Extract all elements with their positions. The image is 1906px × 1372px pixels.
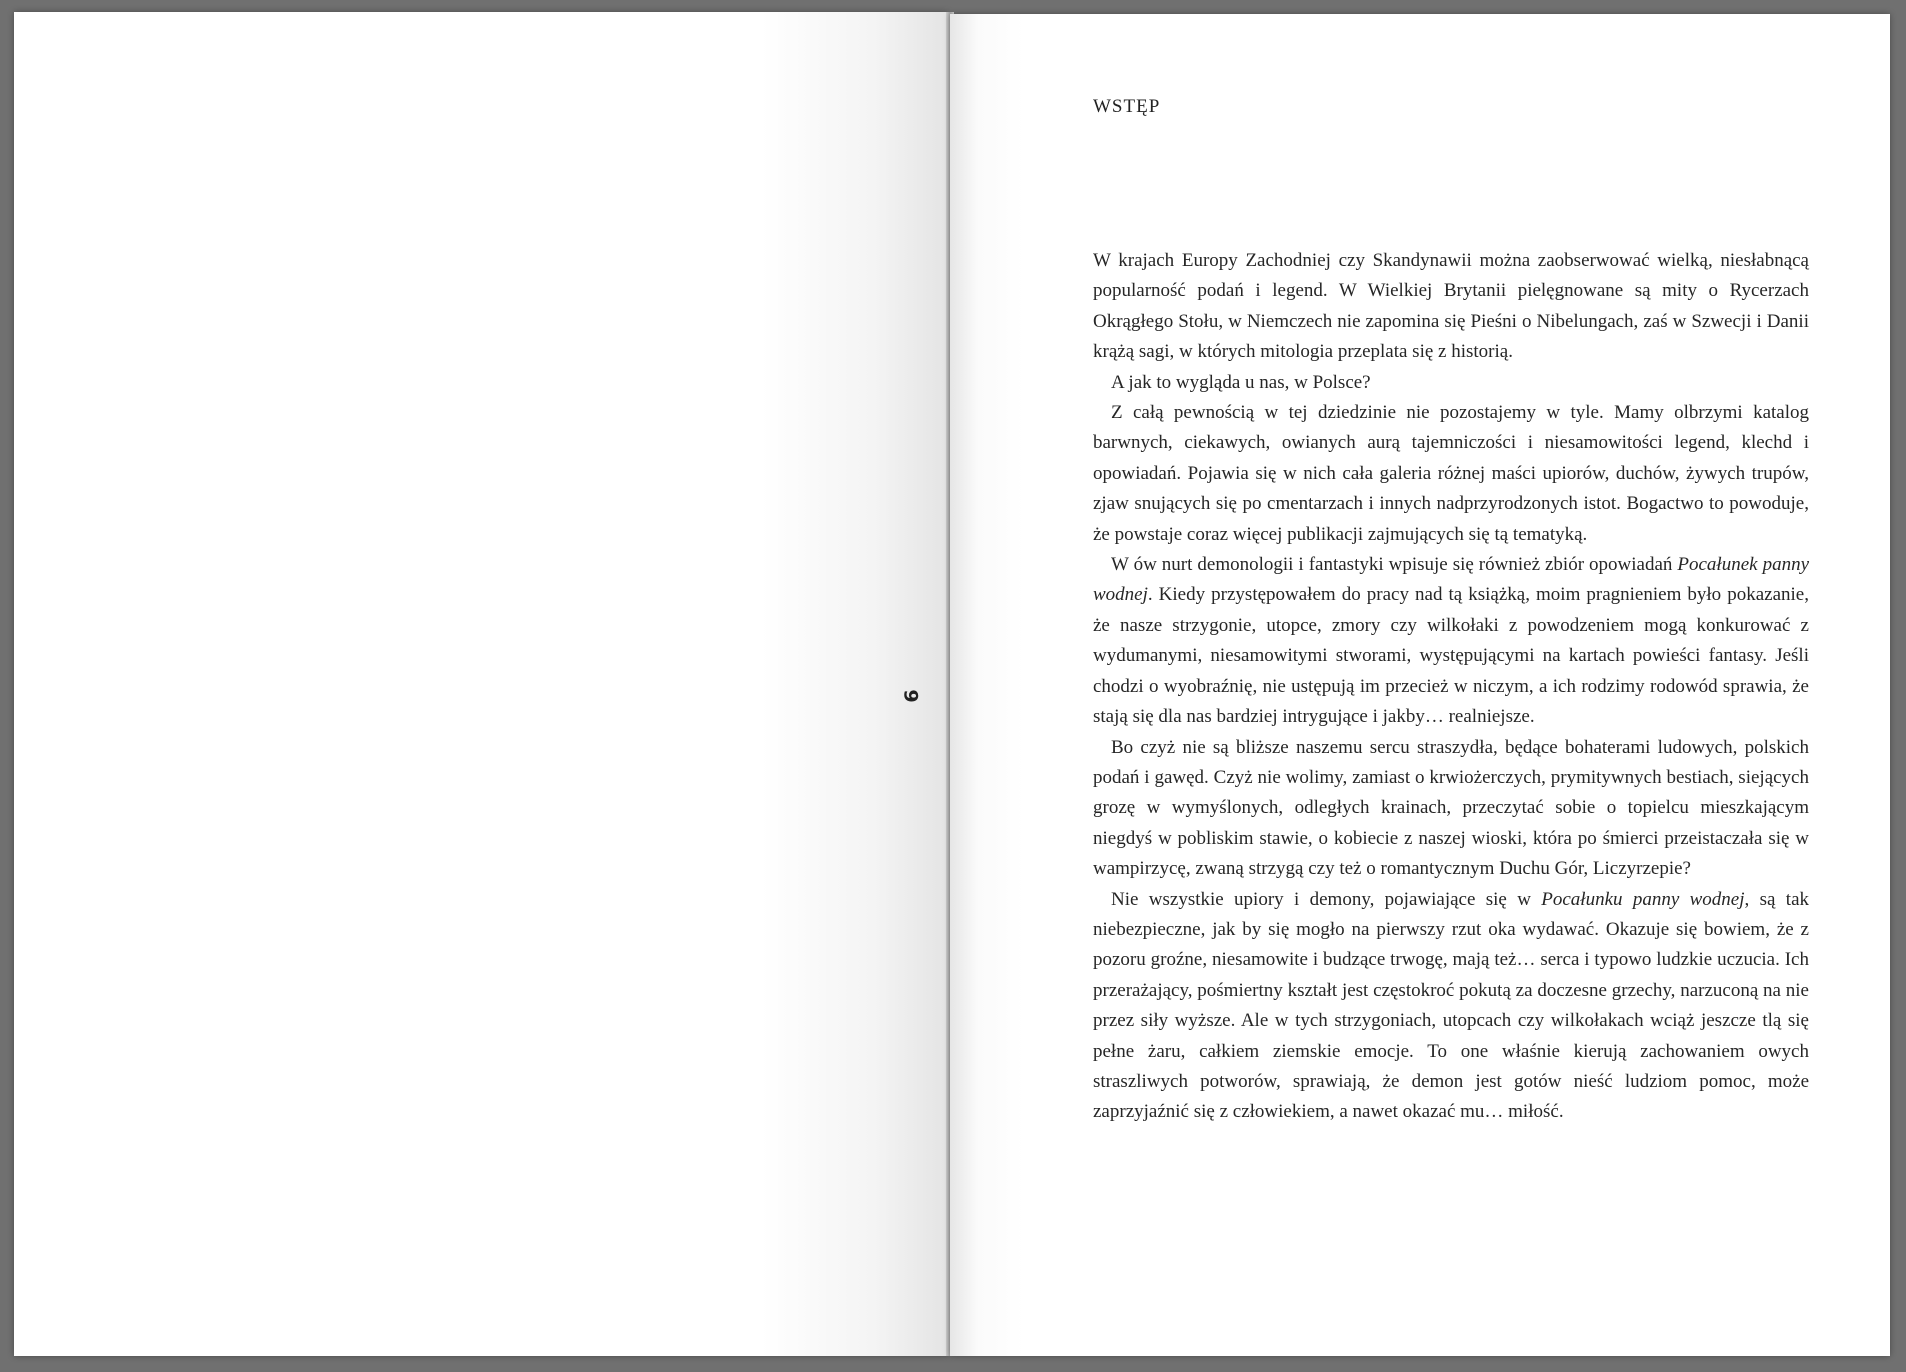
left-page bbox=[14, 12, 948, 1356]
chapter-title: WSTĘP bbox=[1093, 96, 1161, 117]
page-number: 6 bbox=[901, 689, 923, 703]
paragraph: W ów nurt demonologii i fantastyki wpisuje się również zbiór opowiadań Pocałunek panny wodnej. Kiedy przystępowałem do pracy nad tą książką, moim pragnieniem było pokazanie, że nasze strzygonie, utopce, zmory czy wilkołaki z powodzeniem mogą konkurować z wydumanymi, niesamowitymi stworami, występującymi na kartach powieści fantasy. Jeśli chodzi o wyobraźnię, nie ustępują im przecież w niczym, a ich rodzimy rodowód sprawia, że stają się dla nas bardziej intrygujące i jakby… realniejsze. bbox=[1093, 554, 1809, 728]
paragraph: Z całą pewnością w tej dziedzinie nie pozostajemy w tyle. Mamy olbrzymi katalog barwnych, ciekawych, owianych aurą tajemniczości i niesamowitości legend, klechd i opowiadań. Pojawia się w nich cała galeria różnej maści upiorów, duchów, żywych trupów, zjaw snujących się po cmentarzach i innych nadprzyrodzonych istot. Bogactwo to powoduje, że powstaje coraz więcej publikacji zajmujących się tą tematyką. bbox=[1093, 402, 1809, 545]
paragraph: Bo czyż nie są bliższe naszemu sercu straszydła, będące bohaterami ludowych, polskich podań i gawęd. Czyż nie wolimy, zamiast o krwiożerczych, prymitywnych bestiach, siejących grozę w wymyślonych, odległych krainach, przeczytać sobie o topielcu mieszkającym niegdyś w pobliskim stawie, o kobiecie z naszej wioski, która po śmierci przeistaczała się w wampirzycę, zwaną strzygą czy też o romantycznym Duchu Gór, Liczyrzepie? bbox=[1093, 736, 1809, 880]
book-title-italic: Pocałunku panny wodnej bbox=[1541, 888, 1745, 910]
paragraph: W krajach Europy Zachodniej czy Skandynawii można zaobserwować wielką, niesłabnącą popularność podań i legend. W Wielkiej Brytanii pielęgnowane są mity o Rycerzach Okrągłego Stołu, w Niemczech nie zapomina się Pieśni o Nibelungach, zaś w Szwecji i Danii krążą sagi, w których mitologia przeplata się z historią. bbox=[1093, 250, 1809, 363]
paragraph: A jak to wygląda u nas, w Polsce? bbox=[1111, 371, 1371, 393]
chapter-body bbox=[1093, 246, 1809, 1128]
book-title-italic: Pocałunek panny wodnej bbox=[1093, 554, 1809, 606]
paragraph: Nie wszystkie upiory i demony, pojawiające się w Pocałunku panny wodnej, są tak niebezpieczne, jak by się mogło na pierwszy rzut oka wydawać. Okazuje się bowiem, że z pozoru groźne, niesamowite i budzące trwogę, mają też… serca i typowo ludzkie uczucia. Ich przerażający, pośmiertny kształt jest częstokroć pokutą za doczesne grzechy, narzuconą na nie przez siły wyższe. Ale w tych strzygoniach, utopcach czy wilkołakach wciąż jeszcze tlą się pełne żaru, całkiem ziemskie emocje. To one właśnie kierują zachowaniem owych straszliwych potworów, sprawiają, że demon jest gotów nieść ludziom pomoc, może zaprzyjaźnić się z człowiekiem, a nawet okazać mu… miłość. bbox=[1093, 888, 1810, 1123]
